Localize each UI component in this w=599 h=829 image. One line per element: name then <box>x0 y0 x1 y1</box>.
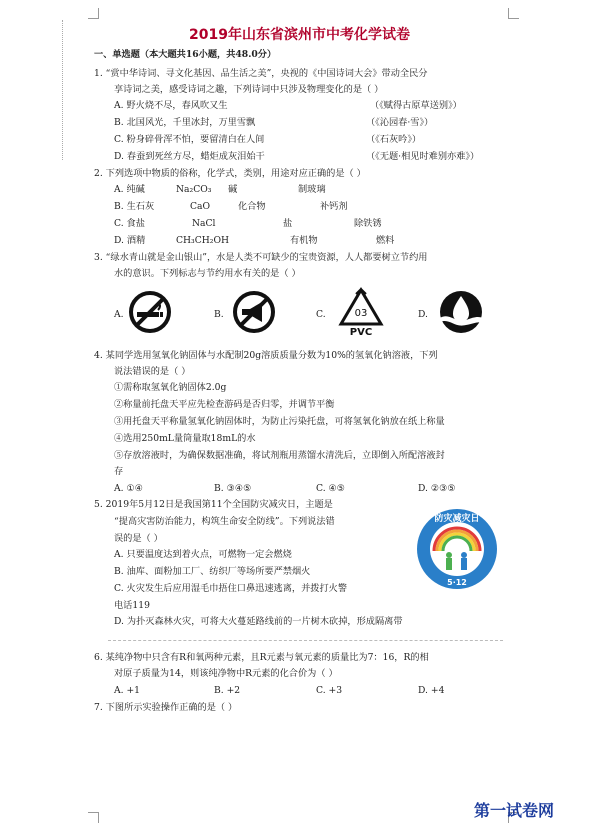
q1-option-c-source: （《石灰吟》） <box>366 134 422 145</box>
q2-a-use: 制玻璃 <box>298 184 326 195</box>
q4-statement-5: ⑤存放溶液时，为确保数据准确，将试剂瓶用蒸馏水清洗后，立即倒入所配溶液封 <box>114 450 445 461</box>
page-title: 2019年山东省滨州市中考化学试卷 <box>189 27 410 43</box>
watermark-logo: 第一试卷网 <box>474 801 555 820</box>
q6-option-a: A. +1 <box>114 685 141 696</box>
no-horn-sign-icon <box>232 290 276 334</box>
q1-option-a: A. 野火烧不尽，春风吹又生 <box>114 100 228 111</box>
logo-text: 防灾减灾日 <box>434 514 480 524</box>
q2-d-use: 燃料 <box>376 235 395 246</box>
crop-mark-top-right <box>508 8 519 19</box>
q3-option-c-label: C. <box>316 309 326 320</box>
q4-option-d: D. ②③⑤ <box>418 483 456 494</box>
crop-mark-bottom-left <box>88 812 99 823</box>
q2-c-name: C. 食盐 <box>114 218 145 229</box>
q6-option-c: C. +3 <box>316 685 343 696</box>
q2-d-name: D. 酒精 <box>114 235 146 246</box>
pvc-number: 03 <box>354 308 368 319</box>
q6-option-b: B. +2 <box>214 685 241 696</box>
q2-c-formula: NaCl <box>192 218 216 229</box>
q2-b-class: 化合物 <box>238 201 266 212</box>
q2-d-formula: CH₃CH₂OH <box>176 235 229 246</box>
q4-option-c: C. ④⑤ <box>316 483 346 494</box>
q1-option-d: D. 春蚕到死丝方尽，蜡炬成灰泪始干 <box>114 151 265 162</box>
q1-stem-line2: 享诗词之美，感受诗词之趣，下列诗词中只涉及物理变化的是（ ） <box>114 84 384 95</box>
q4-statement-5-cont: 存 <box>114 466 124 477</box>
q6-stem-line2: 对原子质量为14，则该纯净物中R元素的化合价为（ ） <box>114 668 338 679</box>
no-smoking-sign-icon <box>128 290 172 334</box>
crop-mark-top-left <box>88 8 99 19</box>
q3-option-a-label: A. <box>114 309 124 320</box>
q1-option-a-source: （《赋得古原草送别》） <box>370 100 462 111</box>
q2-b-name: B. 生石灰 <box>114 201 155 212</box>
disaster-prevention-day-logo <box>416 503 498 595</box>
logo-date: 5·12 <box>447 578 467 587</box>
q5-stem-line1: 5. 2019年5月12日是我国第11个全国防灾减灾日，主题是 <box>94 499 333 510</box>
page-break-line <box>108 640 503 641</box>
q2-a-formula: Na₂CO₃ <box>176 184 212 195</box>
q4-stem-line1: 4. 某同学选用氢氧化钠固体与水配制20g溶质质量分数为10%的氢氧化钠溶液，下列 <box>94 350 438 361</box>
q5-stem-line2: “提高灾害防治能力，构筑生命安全防线”。下列说法错 <box>114 516 335 527</box>
q2-b-formula: CaO <box>190 201 211 212</box>
q2-a-name: A. 纯碱 <box>114 184 145 195</box>
q5-option-c: C. 火灾发生后应用湿毛巾捂住口鼻迅速逃离，并拨打火警 <box>114 583 348 594</box>
q3-stem-line1: 3. “绿水青山就是金山银山”，水是人类不可缺少的宝贵资源，人人都要树立节约用 <box>94 252 428 263</box>
pvc-label: PVC <box>349 327 373 336</box>
q3-option-d-label: D. <box>418 309 428 320</box>
q5-option-c-cont: 电话119 <box>114 600 150 611</box>
q4-statement-1: ①需称取氢氧化钠固体2.0g <box>114 382 227 393</box>
q2-b-use: 补钙剂 <box>320 201 348 212</box>
q2-a-class: 碱 <box>228 184 238 195</box>
q3-option-b-label: B. <box>214 309 224 320</box>
q5-option-b: B. 油库、面粉加工厂、纺织厂等场所要严禁烟火 <box>114 566 311 577</box>
q1-option-d-source: （《无题·相见时难别亦难》） <box>366 151 480 162</box>
q1-option-b: B. 北国风光，千里冰封，万里雪飘 <box>114 117 256 128</box>
q4-stem-line2: 说法错误的是（ ） <box>114 366 191 377</box>
q2-stem: 2. 下列选项中物质的俗称，化学式，类别，用途对应正确的是（ ） <box>94 168 366 179</box>
q1-option-b-source: （《沁园春·雪》） <box>366 117 434 128</box>
q4-option-a: A. ①④ <box>114 483 143 494</box>
q7-stem: 7. 下图所示实验操作正确的是（ ） <box>94 702 238 713</box>
pvc-recycle-icon <box>336 286 386 336</box>
q3-stem-line2: 水的意识。下列标志与节约用水有关的是（ ） <box>114 268 301 279</box>
q6-stem-line1: 6. 某纯净物中只含有R和氧两种元素，且R元素与氧元素的质量比为7：16，R的相 <box>94 652 429 663</box>
section-heading: 一、单选题（本大题共16小题，共48.0分） <box>94 49 277 60</box>
q5-stem-line3: 误的是（ ） <box>114 533 163 544</box>
q2-c-class: 盐 <box>283 218 293 229</box>
q1-option-c: C. 粉身碎骨浑不怕，要留清白在人间 <box>114 134 265 145</box>
q5-option-a: A. 只要温度达到着火点，可燃物一定会燃烧 <box>114 549 292 560</box>
q5-option-d: D. 为扑灭森林火灾，可将大火蔓延路线前的一片树木砍掉，形成隔离带 <box>114 616 403 627</box>
q4-option-b: B. ③④⑤ <box>214 483 252 494</box>
water-saving-sign-icon <box>436 288 486 334</box>
q1-stem-line1: 1. “赏中华诗词、寻文化基因、品生活之美”，央视的《中国诗词大会》带动全民分 <box>94 68 428 79</box>
q6-option-d: D. +4 <box>418 685 445 696</box>
q2-d-class: 有机物 <box>290 235 318 246</box>
q4-statement-2: ②称量前托盘天平应先检查游码是否归零，并调节平衡 <box>114 399 335 410</box>
q4-statement-3: ③用托盘天平称量氢氧化钠固体时，为防止污染托盘，可将氢氧化钠放在纸上称量 <box>114 416 445 427</box>
q4-statement-4: ④选用250mL量筒量取18mL的水 <box>114 433 256 444</box>
q2-c-use: 除铁锈 <box>354 218 382 229</box>
